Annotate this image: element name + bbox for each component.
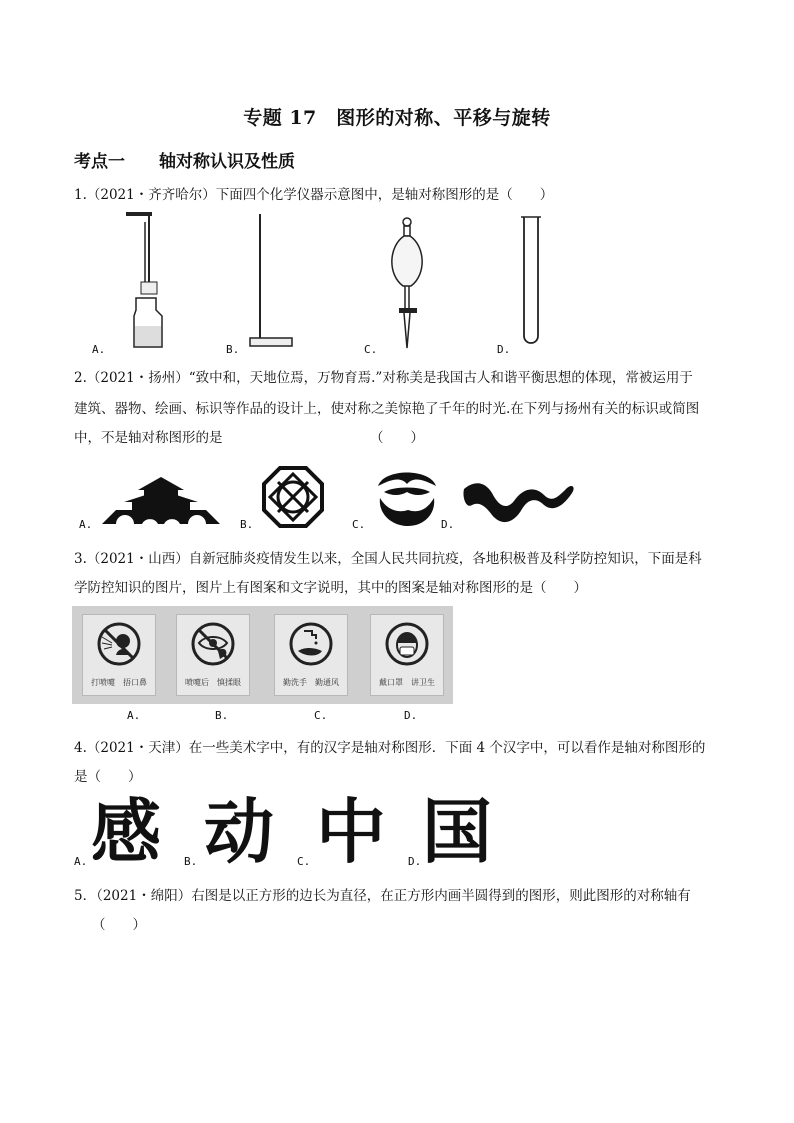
question-4-line-2: 是（ ）	[74, 769, 142, 785]
separatory-funnel-figure	[385, 216, 431, 350]
question-5-line-2: （ ）	[92, 917, 146, 933]
octagon-lattice-figure	[262, 466, 324, 528]
wear-mask-icon	[384, 621, 430, 667]
q3-option-a: A.	[127, 709, 141, 722]
q4-option-b: B.	[184, 855, 198, 868]
q4-option-d: D.	[408, 855, 422, 868]
sign-caption-d: 戴口罩 讲卫生	[379, 678, 435, 687]
question-1-text: 1.（2021・齐齐哈尔）下面四个化学仪器示意图中，是轴对称图形的是（ ）	[74, 187, 554, 203]
question-3-line-1: 3.（2021・山西）自新冠肺炎疫情发生以来，全国人民共同抗疫，各地积极普及科学防控知识，下面是科	[74, 551, 702, 567]
iron-stand-figure	[248, 214, 296, 348]
q3-option-d: D.	[404, 709, 418, 722]
test-tube-figure	[520, 216, 544, 348]
section-heading: 考点一 轴对称认识及性质	[74, 152, 295, 172]
sign-card-b	[176, 614, 250, 696]
q2-option-c: C.	[352, 518, 366, 531]
question-5-line-1: 5．（2021・绵阳）右图是以正方形的边长为直径，在正方形内画半圆得到的图形，则此图形的对称轴有	[74, 888, 691, 904]
q2-option-b: B.	[240, 518, 254, 531]
question-3-line-2: 学防控知识的图片，图片上有图案和文字说明，其中的图案是轴对称图形的是（ ）	[74, 580, 587, 596]
q2-option-a: A.	[79, 518, 93, 531]
art-character-b: 动	[204, 791, 274, 873]
sign-caption-c: 勤洗手 勤通风	[283, 678, 339, 687]
art-character-a: 感	[91, 791, 161, 873]
sign-caption-a: 打喷嚏 捂口鼻	[91, 678, 147, 687]
art-character-d: 国	[422, 791, 492, 873]
q3-option-c: C.	[314, 709, 328, 722]
sign-card-d	[370, 614, 444, 696]
question-2-line-2: 建筑、器物、绘画、标识等作品的设计上，使对称之美惊艳了千年的时光.在下列与扬州有关的标识或简图	[74, 401, 700, 417]
question-2-line-1: 2.（2021・扬州）“致中和，天地位焉，万物育焉.”对称美是我国古人和谐平衡思想的体现，常被运用于	[74, 370, 693, 386]
q3-option-b: B.	[215, 709, 229, 722]
sign-card-c	[274, 614, 348, 696]
page-title: 专题 17 图形的对称、平移与旋转	[243, 107, 551, 129]
q2-option-d: D.	[441, 518, 455, 531]
question-4-line-1: 4.（2021・天津）在一些美术字中，有的汉字是轴对称图形．下面 4 个汉字中，可以看作是轴对称图形的	[74, 740, 706, 756]
question-2-answer-paren: （ ）	[370, 430, 424, 446]
sneeze-cover-icon	[96, 621, 142, 667]
no-eye-rubbing-icon	[190, 621, 236, 667]
question-2-line-3: 中，不是轴对称图形的是	[74, 430, 223, 446]
winding-river-figure	[462, 475, 576, 527]
pavilion-bridge-figure	[102, 474, 220, 526]
q4-option-a: A.	[74, 855, 88, 868]
q1-option-c: C.	[364, 343, 378, 356]
sign-card-a	[82, 614, 156, 696]
q1-option-a: A.	[92, 343, 106, 356]
q4-option-c: C.	[297, 855, 311, 868]
q1-option-b: B.	[226, 343, 240, 356]
hand-washing-icon	[288, 621, 334, 667]
round-emblem-figure	[374, 462, 440, 528]
prevention-signs-photo	[72, 606, 453, 704]
art-character-c: 中	[316, 791, 386, 873]
gas-bottle-figure	[112, 212, 164, 350]
sign-caption-b: 喷嚏后 慎揉眼	[185, 678, 241, 687]
q1-option-d: D.	[497, 343, 511, 356]
